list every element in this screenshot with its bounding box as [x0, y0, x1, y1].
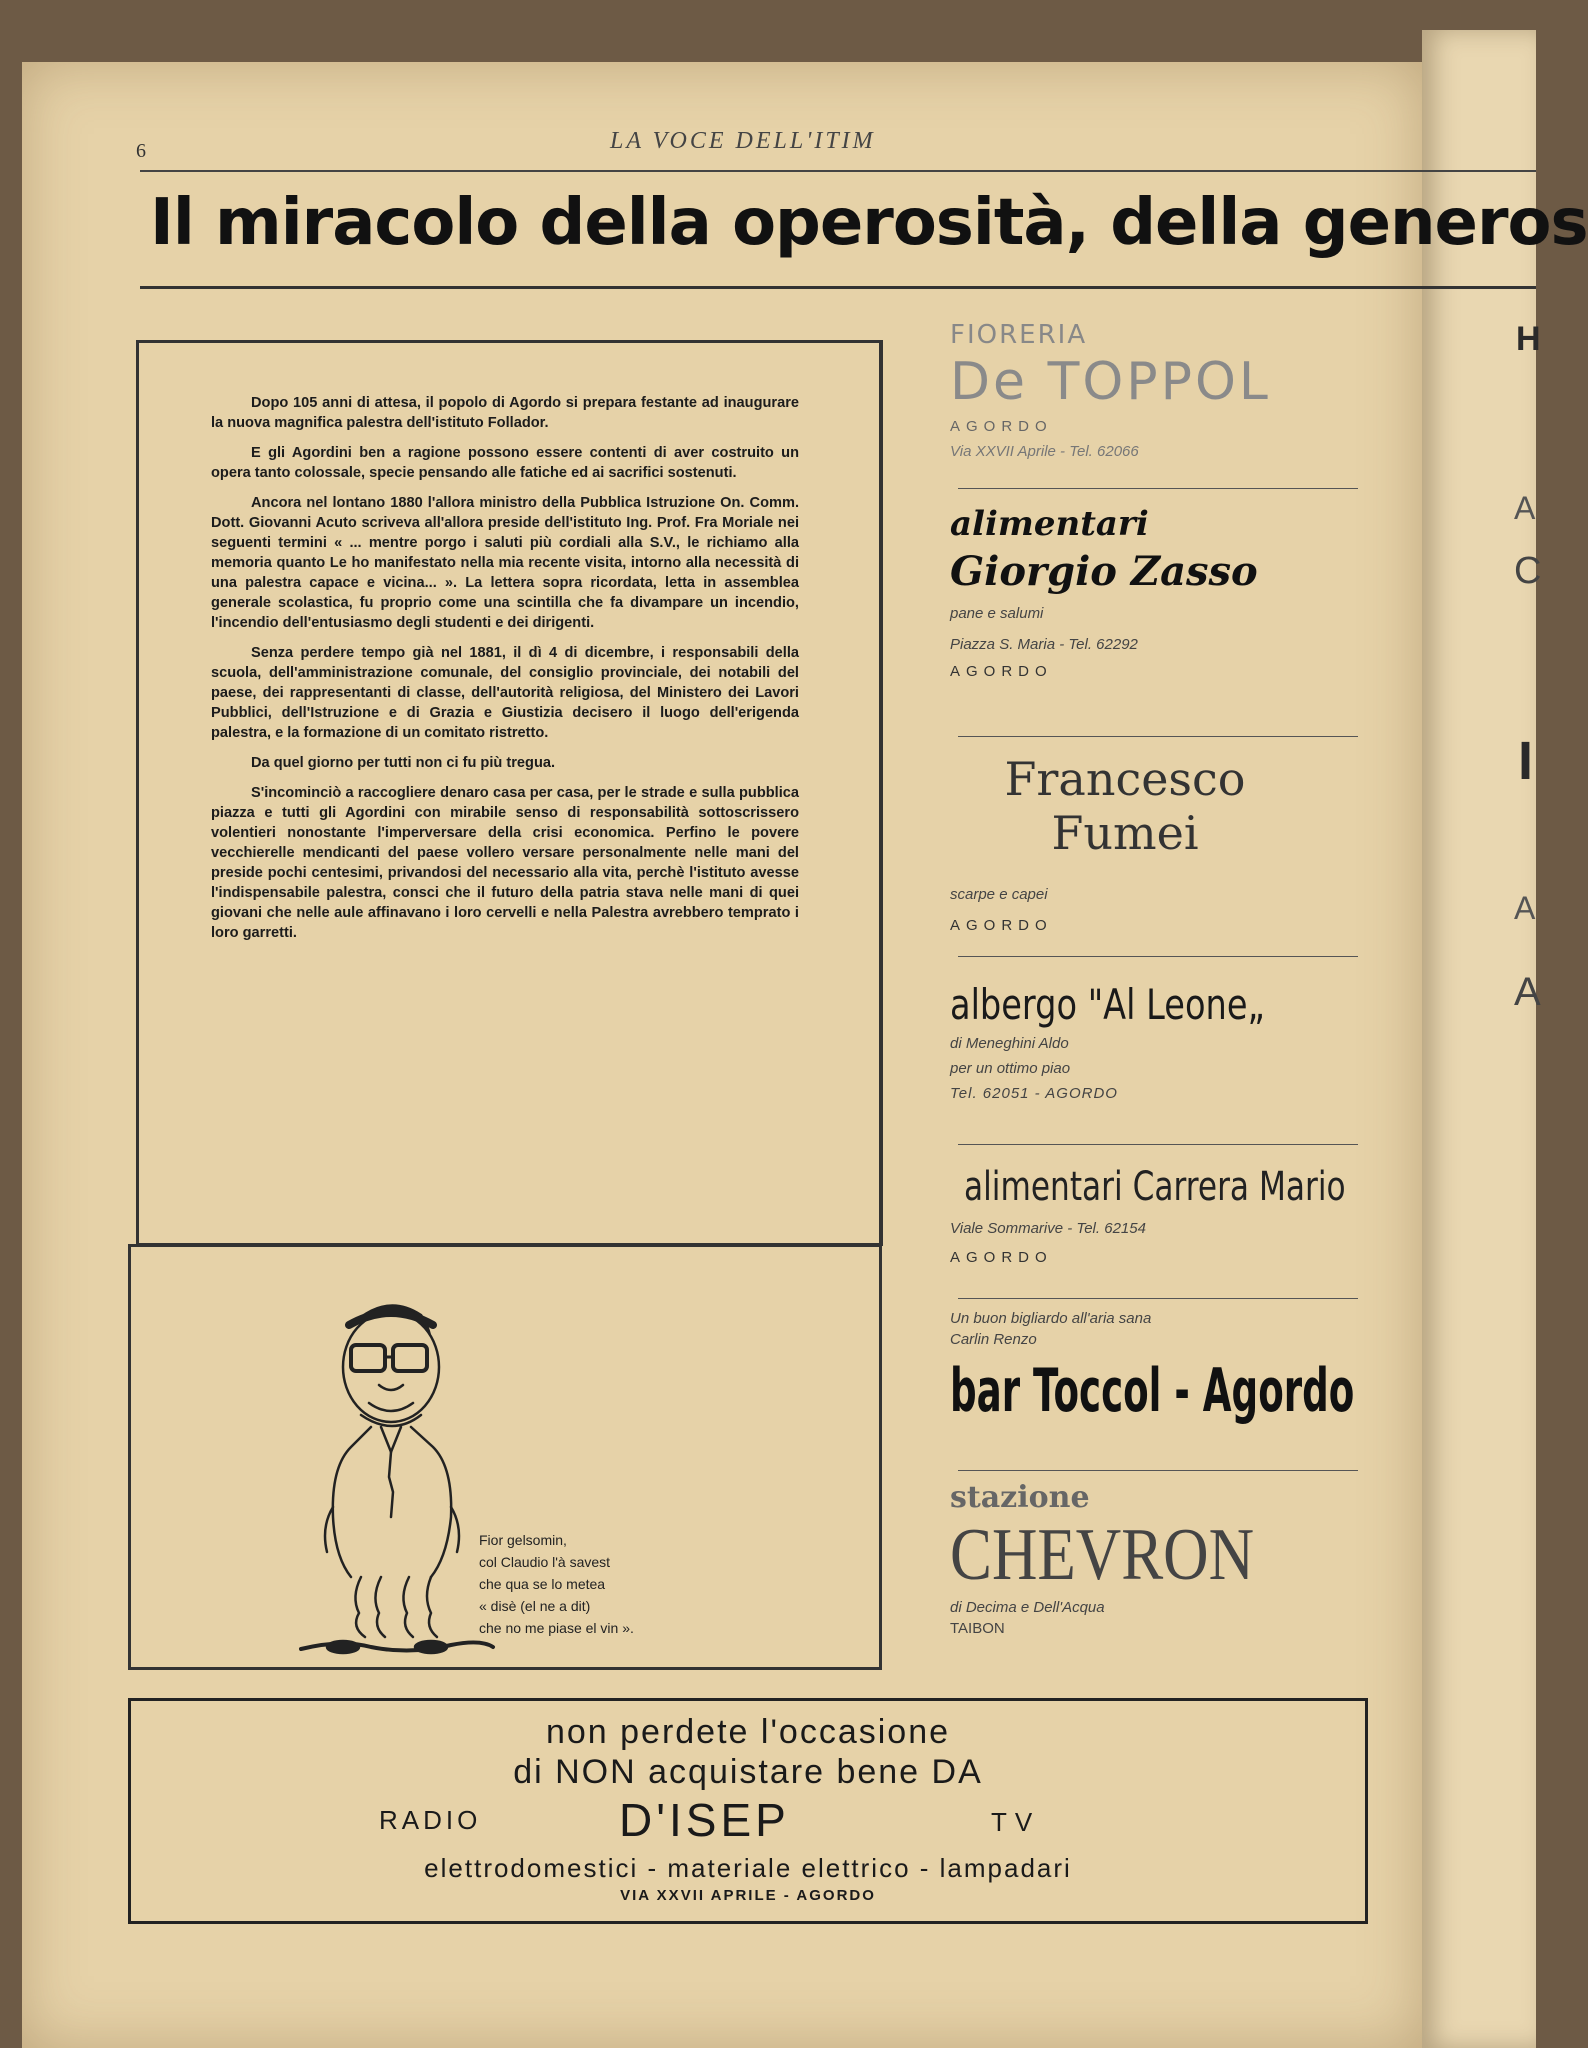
masthead-rule — [140, 170, 1536, 172]
article-paragraph: E gli Agordini ben a ragione possono essere contenti di aver costruito un opera tanto colossale, specie pensando alle fatiche ed ai sacrifici sostenuti. — [211, 445, 799, 481]
disep-radio: RADIO — [379, 1805, 482, 1835]
disep-tv: TV — [991, 1807, 1041, 1837]
ad-chevron-name: CHEVRON — [950, 1514, 1255, 1596]
ad-zasso-desc: pane e salumi — [950, 605, 1044, 622]
disep-address: VIA XXVII APRILE - AGORDO — [620, 1887, 876, 1904]
ad-carrera-address: Viale Sommarive - Tel. 62154 — [950, 1220, 1146, 1237]
poem-line: Fior gelsomin, — [479, 1532, 567, 1548]
ad-leone-phone: Tel. 62051 - AGORDO — [950, 1085, 1118, 1102]
ad-fumei-line2: Fumei — [1051, 806, 1199, 860]
ad-toccol-tagline: Un buon bigliardo all'aria sana — [950, 1310, 1152, 1327]
disep-advertisement — [128, 1698, 1368, 1924]
caricature-drawing — [281, 1277, 501, 1657]
article-paragraph: Senza perdere tempo già nel 1881, il dì 4 di dicembre, i responsabili della scuola, dell'amministrazione comunale, del consiglio provinciale, dei notabili del paese, dei rappresentanti di classe, dell'autorità religiosa, del Ministero dei Lavori Pubblici, dell'Istruzione e di Grazia e Giustizia decisero il luogo dell'erigenda palestra, e la formazione di un comitato ristretto. — [211, 645, 799, 741]
ad-separator — [958, 1298, 1358, 1299]
ad-toppol-address: Via XXVII Aprile - Tel. 62066 — [950, 443, 1139, 460]
disep-line1: non perdete l'occasione — [545, 1713, 951, 1751]
poem-line: « disè (el ne a dit) — [479, 1598, 591, 1614]
headline-rule — [140, 286, 1536, 289]
ad-carrera-name: alimentari Carrera Mario — [964, 1164, 1346, 1210]
ad-fumei-line1: Francesco — [1004, 752, 1246, 806]
ad-zasso-city: AGORDO — [950, 663, 1053, 680]
article-paragraph: Da quel giorno per tutti non ci fu più tregua. — [251, 755, 556, 771]
poem-line: che qua se lo metea — [479, 1576, 606, 1592]
ad-toccol-name: bar Toccol - Agordo — [950, 1356, 1355, 1426]
ad-fumei-desc: scarpe e capei — [950, 886, 1048, 903]
ad-bar-toccol — [950, 1310, 1360, 1426]
adjacent-page-edge: H A C I A A — [1422, 30, 1536, 2048]
ad-chevron-line1: stazione — [950, 1480, 1090, 1515]
ad-toccol-owner: Carlin Renzo — [950, 1331, 1037, 1348]
ad-alimentari-carrera — [950, 1164, 1360, 1266]
disep-name: D'ISEP — [619, 1794, 790, 1846]
ad-zasso-line1: alimentari — [950, 504, 1149, 544]
ad-separator — [958, 1470, 1358, 1471]
article-paragraph: Dopo 105 anni di attesa, il popolo di Agordo si prepara festante ad inaugurare la nuova magnifica palestra dell'istituto Follador. — [211, 395, 799, 431]
ad-alimentari-zasso — [950, 504, 1360, 680]
ad-separator — [958, 488, 1358, 489]
ad-chevron-city: TAIBON — [950, 1620, 1005, 1637]
ad-chevron-owners: di Decima e Dell'Acqua — [950, 1599, 1105, 1616]
poem-line: che no me piase el vin ». — [479, 1620, 634, 1636]
headline: Il miracolo della operosità, della generos — [150, 186, 1588, 260]
ad-fioreria-toppol — [950, 320, 1360, 460]
ad-leone-owner: di Meneghini Aldo — [950, 1035, 1069, 1052]
article-paragraph: Ancora nel lontano 1880 l'allora ministro della Pubblica Istruzione On. Comm. Dott. Giovanni Acuto scriveva all'allora preside dell'istituto Ing. Prof. Fra Moriale nei seguenti termini « ... mentre porgo i saluti più cordiali alla S.V., le richiamo alla memoria quanto Le ho manifestato nella mia recente visita, intorno alla necessità di una palestra capace e vicina... ». La lettera sopra ricordata, letta in assemblea generale scolastica, fu proprio come una scintilla che fa divampare un incendio, l'incendio dell'entusiasmo degli studenti e dei dirigenti. — [211, 495, 799, 631]
ad-separator — [958, 1144, 1358, 1145]
ad-toppol-name: De TOPPOL — [950, 352, 1271, 412]
ad-toppol-city: AGORDO — [950, 418, 1053, 435]
ad-leone-desc: per un ottimo piao — [950, 1060, 1071, 1077]
ad-fumei-city: AGORDO — [950, 917, 1053, 934]
ad-carrera-city: AGORDO — [950, 1249, 1053, 1266]
disep-products: elettrodomestici - materiale elettrico - lampadari — [424, 1853, 1072, 1883]
ad-albergo-leone — [950, 980, 1360, 1102]
cartoon-box — [128, 1244, 882, 1670]
ad-stazione-chevron — [950, 1480, 1360, 1637]
article-body — [211, 393, 799, 953]
disep-line2: di NON acquistare bene DA — [513, 1753, 983, 1791]
article-paragraph: S'incominciò a raccogliere denaro casa per casa, per le strade e sulla pubblica piazza e tutti gli Agordini con mirabile senso di responsabilità sottoscrissero volentieri nonostante l'imperversare della crisi economica. Perfino le povere vecchierelle mendicanti del paese vollero versare personalmente nelle mani del preside pochi centesimi, privandosi del necessario alla vita, perchè l'istituto avesse l'indispensabile palestra, consci che il futuro della patria stava nelle mani di quei giovani che nelle aule affinavano i loro cervelli e nella Palestra avrebbero temprato i loro garretti. — [211, 785, 799, 941]
ad-toppol-line1: FIORERIA — [950, 320, 1088, 350]
poem-line: col Claudio l'à savest — [479, 1554, 611, 1570]
ad-zasso-name: Giorgio Zasso — [950, 548, 1258, 595]
ad-separator — [958, 956, 1358, 957]
page-number: 6 — [136, 140, 146, 162]
cartoon-poem — [479, 1529, 634, 1639]
ad-zasso-address: Piazza S. Maria - Tel. 62292 — [950, 636, 1138, 653]
ad-fumei — [950, 752, 1360, 860]
article-box — [136, 340, 883, 1246]
ad-fumei-details — [950, 886, 1360, 934]
masthead: LA VOCE DELL'ITIM — [610, 128, 876, 154]
ad-separator — [958, 736, 1358, 737]
ad-leone-name: albergo "Al Leone„ — [950, 980, 1265, 1029]
